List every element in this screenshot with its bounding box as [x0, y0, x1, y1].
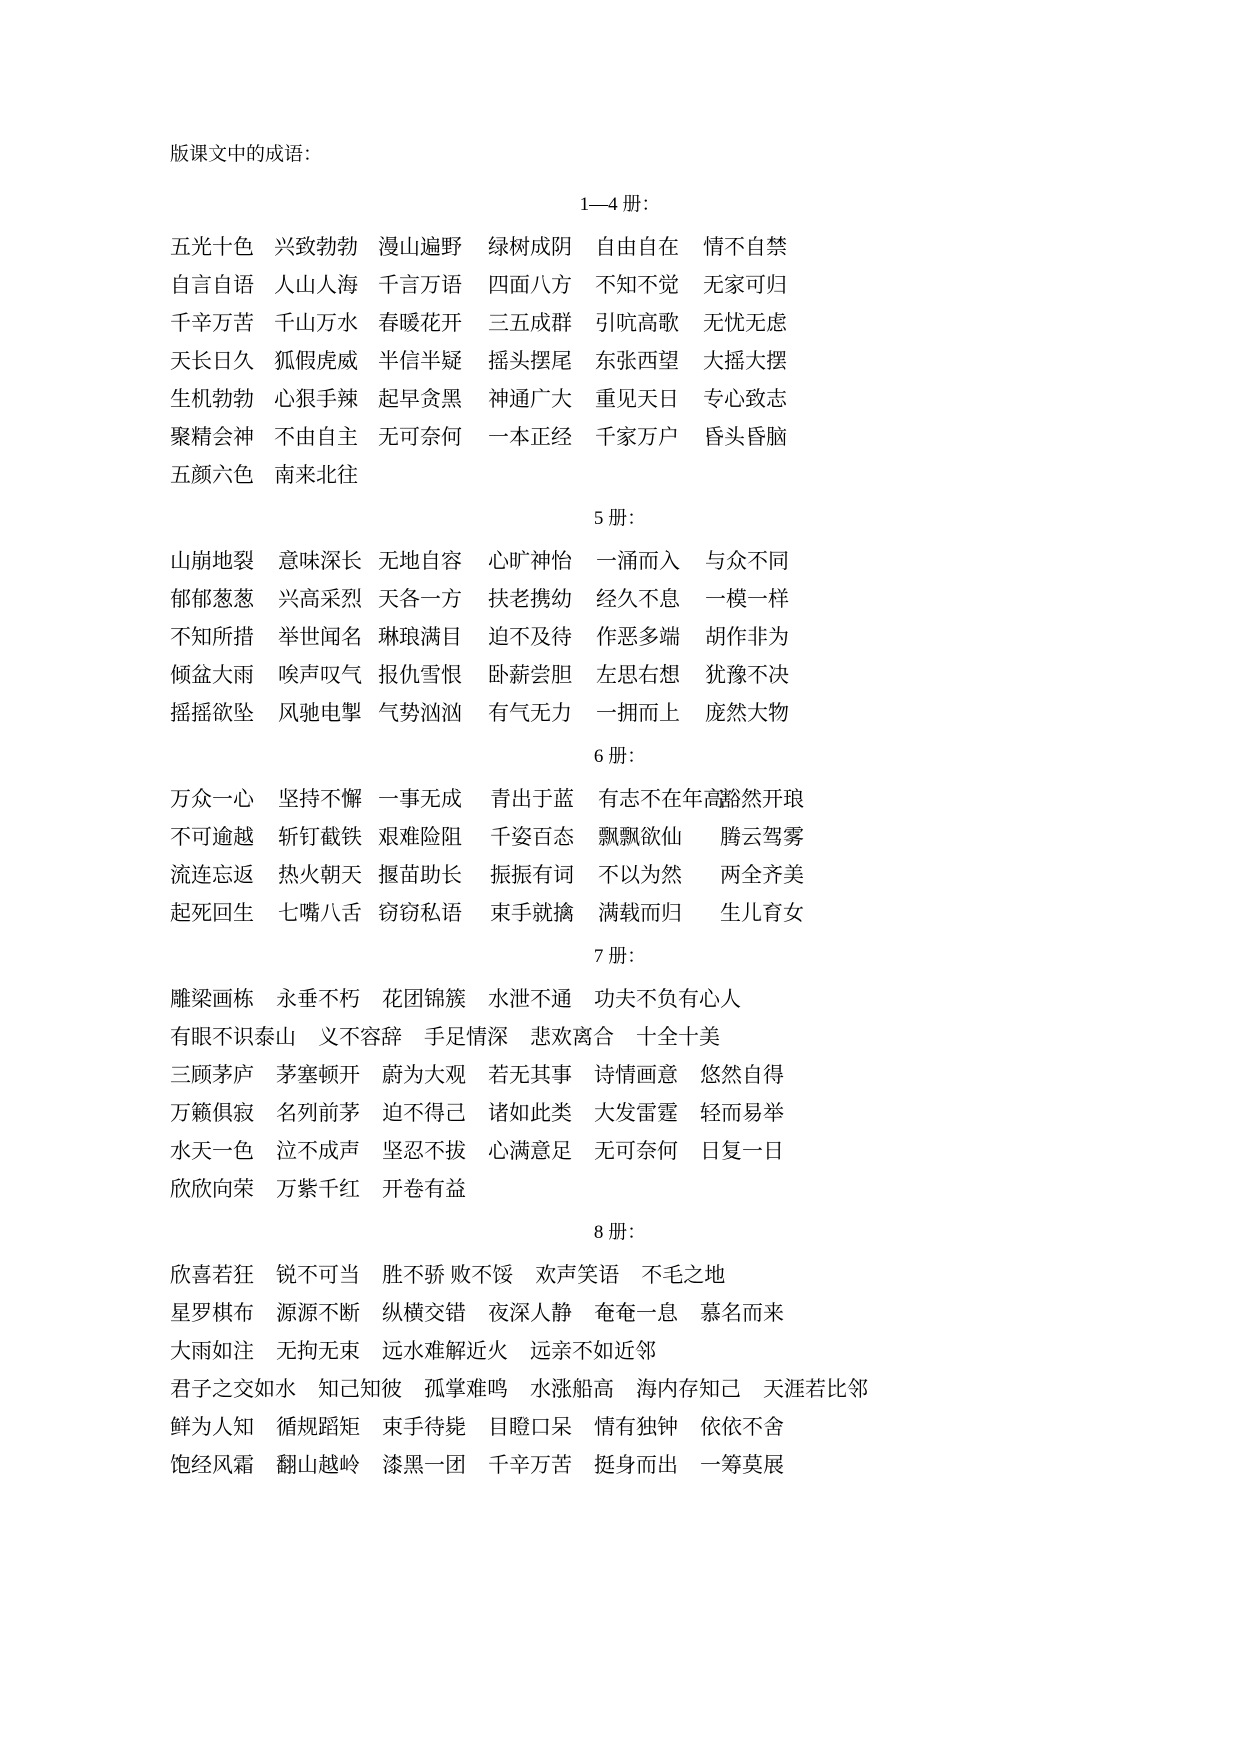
idiom-item: 情有独钟	[594, 1415, 678, 1439]
idiom-item: 左思右想	[596, 663, 680, 687]
idiom-item: 心旷神怡	[488, 549, 572, 573]
idiom-item: 三五成群	[488, 311, 572, 335]
idiom-item: 起死回生	[170, 901, 254, 925]
idiom-item: 狐假虎威	[274, 349, 358, 373]
idiom-section	[170, 942, 1070, 1208]
idiom-item: 重见天日	[595, 387, 679, 411]
idiom-item: 千山万水	[274, 311, 358, 335]
idiom-item: 孤掌难鸣	[424, 1377, 508, 1401]
idiom-item: 十全十美	[636, 1025, 720, 1049]
idiom-item: 茅塞顿开	[276, 1063, 360, 1087]
idiom-row	[170, 1170, 1070, 1208]
idiom-item: 迫不及待	[488, 625, 572, 649]
idiom-item: 青出于蓝	[490, 787, 574, 811]
idiom-item: 有志不在年高	[598, 787, 724, 811]
idiom-item: 不知不觉	[595, 273, 679, 297]
idiom-item: 与众不同	[705, 549, 789, 573]
idiom-item: 水天一色	[170, 1139, 254, 1163]
idiom-item: 束手就擒	[490, 901, 574, 925]
idiom-item: 五光十色	[170, 235, 254, 259]
idiom-item: 坚忍不拔	[382, 1139, 466, 1163]
idiom-item: 人山人海	[274, 273, 358, 297]
idiom-item: 水泄不通	[488, 987, 572, 1011]
idiom-item: 永垂不朽	[276, 987, 360, 1011]
idiom-item: 万籁俱寂	[170, 1101, 254, 1125]
idiom-item: 振振有词	[490, 863, 574, 887]
idiom-row	[170, 780, 1070, 818]
idiom-item: 星罗棋布	[170, 1301, 254, 1325]
idiom-row	[170, 694, 1070, 732]
idiom-item: 有气无力	[488, 701, 572, 725]
idiom-row	[170, 542, 1070, 580]
idiom-item: 欢声笑语	[535, 1263, 620, 1287]
idiom-row	[170, 304, 1070, 342]
sections-container	[170, 190, 1070, 1484]
idiom-item: 心狠手辣	[274, 387, 358, 411]
idiom-item: 一本正经	[488, 425, 572, 449]
idiom-item: 绿树成阴	[488, 235, 572, 259]
idiom-item: 流连忘返	[170, 863, 254, 887]
section-heading: 7 册：	[593, 946, 647, 967]
idiom-item: 知己知彼	[318, 1377, 402, 1401]
idiom-item: 轻而易举	[700, 1101, 784, 1125]
idiom-item: 手足情深	[424, 1025, 508, 1049]
idiom-item: 三顾茅庐	[170, 1063, 254, 1087]
idiom-item: 蔚为大观	[382, 1063, 466, 1087]
idiom-row	[170, 856, 1070, 894]
idiom-item: 一模一样	[705, 587, 789, 611]
idiom-row	[170, 1408, 1070, 1446]
idiom-item: 千姿百态	[490, 825, 574, 849]
idiom-item: 天涯若比邻	[763, 1377, 868, 1401]
idiom-item: 奄奄一息	[594, 1301, 678, 1325]
idiom-item: 万紫千红	[276, 1177, 360, 1201]
idiom-item: 一事无成	[378, 787, 462, 811]
idiom-item: 揠苗助长	[378, 863, 462, 887]
idiom-item: 南来北往	[274, 463, 358, 487]
idiom-item: 不可逾越	[170, 825, 254, 849]
idiom-item: 束手待毙	[382, 1415, 466, 1439]
idiom-row	[170, 456, 1070, 494]
idiom-item: 诸如此类	[488, 1101, 572, 1125]
idiom-row	[170, 818, 1070, 856]
idiom-item: 诗情画意	[594, 1063, 678, 1087]
idiom-section	[170, 742, 1070, 932]
idiom-item: 远水难解近火	[382, 1339, 508, 1363]
idiom-item: 大摇大摆	[703, 349, 787, 373]
idiom-item: 饱经风霜	[170, 1453, 254, 1477]
idiom-item: 君子之交如水	[170, 1377, 296, 1401]
idiom-item: 东张西望	[595, 349, 679, 373]
section-heading: 1—4 册：	[579, 194, 661, 215]
idiom-section	[170, 190, 1070, 494]
idiom-row	[170, 1256, 1070, 1294]
idiom-item: 斩钉截铁	[278, 825, 362, 849]
idiom-item: 翻山越岭	[276, 1453, 360, 1477]
idiom-item: 气势汹汹	[378, 701, 462, 725]
idiom-item: 花团锦簇	[382, 987, 466, 1011]
idiom-item: 聚精会神	[170, 425, 254, 449]
idiom-item: 欣欣向荣	[170, 1177, 254, 1201]
idiom-item: 千家万户	[595, 425, 679, 449]
idiom-item: 日复一日	[700, 1139, 784, 1163]
section-heading: 5 册：	[593, 508, 647, 529]
idiom-item: 泣不成声	[276, 1139, 360, 1163]
idiom-item: 海内存知己	[636, 1377, 741, 1401]
idiom-item: 依依不舍	[700, 1415, 784, 1439]
idiom-row	[170, 1056, 1070, 1094]
idiom-item: 五颜六色	[170, 463, 254, 487]
idiom-item: 卧薪尝胆	[488, 663, 572, 687]
idiom-item: 神通广大	[488, 387, 572, 411]
idiom-item: 兴致勃勃	[274, 235, 358, 259]
idiom-row	[170, 580, 1070, 618]
idiom-item: 半信半疑	[378, 349, 462, 373]
idiom-item: 心满意足	[488, 1139, 572, 1163]
idiom-item: 报仇雪恨	[378, 663, 462, 687]
idiom-item: 一涌而入	[596, 549, 680, 573]
section-heading: 8 册：	[593, 1222, 647, 1243]
idiom-item: 千辛万苦	[170, 311, 254, 335]
idiom-item: 扶老携幼	[488, 587, 572, 611]
idiom-item: 春暖花开	[378, 311, 462, 335]
idiom-item: 风驰电掣	[278, 701, 362, 725]
idiom-item: 摇头摆尾	[488, 349, 572, 373]
idiom-item: 七嘴八舌	[278, 901, 362, 925]
idiom-item: 天各一方	[378, 587, 462, 611]
idiom-row	[170, 1018, 1070, 1056]
idiom-item: 生机勃勃	[170, 387, 254, 411]
idiom-row	[170, 1370, 1070, 1408]
idiom-item: 不由自主	[274, 425, 358, 449]
idiom-item: 远亲不如近邻	[530, 1339, 656, 1363]
idiom-item: 满载而归	[598, 901, 682, 925]
idiom-item: 自言自语	[170, 273, 254, 297]
idiom-item: 迫不得己	[382, 1101, 466, 1125]
idiom-item: 夜深人静	[488, 1301, 572, 1325]
idiom-item: 名列前茅	[276, 1101, 360, 1125]
idiom-item: 坚持不懈	[278, 787, 362, 811]
idiom-item: 大雨如注	[170, 1339, 254, 1363]
idiom-row	[170, 1094, 1070, 1132]
idiom-item: 胡作非为	[705, 625, 789, 649]
idiom-row	[170, 1332, 1070, 1370]
idiom-item: 倾盆大雨	[170, 663, 254, 687]
idiom-item: 欣喜若狂	[170, 1263, 254, 1287]
idiom-item: 专心致志	[703, 387, 787, 411]
idiom-item: 昏头昏脑	[703, 425, 787, 449]
idiom-item: 不知所措	[170, 625, 254, 649]
idiom-item: 飘飘欲仙	[598, 825, 682, 849]
idiom-item: 无地自容	[378, 549, 462, 573]
idiom-item: 兴高采烈	[278, 587, 362, 611]
idiom-section	[170, 504, 1070, 732]
idiom-item: 意味深长	[278, 549, 362, 573]
idiom-item: 挺身而出	[594, 1453, 678, 1477]
idiom-item: 艰难险阻	[378, 825, 462, 849]
section-heading: 6 册：	[593, 746, 647, 767]
idiom-item: 大发雷霆	[594, 1101, 678, 1125]
idiom-item: 千辛万苦	[488, 1453, 572, 1477]
idiom-item: 作恶多端	[596, 625, 680, 649]
idiom-row	[170, 228, 1070, 266]
idiom-item: 两全齐美	[720, 863, 804, 887]
idiom-item: 悲欢离合	[530, 1025, 614, 1049]
idiom-row	[170, 342, 1070, 380]
idiom-item: 雕梁画栋	[170, 987, 254, 1011]
idiom-item: 水涨船高	[530, 1377, 614, 1401]
idiom-item: 循规蹈矩	[276, 1415, 360, 1439]
idiom-item: 无拘无束	[276, 1339, 360, 1363]
idiom-item: 经久不息	[596, 587, 680, 611]
idiom-item: 开卷有益	[382, 1177, 466, 1201]
idiom-item: 若无其事	[488, 1063, 572, 1087]
idiom-item: 天长日久	[170, 349, 254, 373]
idiom-row	[170, 1132, 1070, 1170]
idiom-item: 无家可归	[703, 273, 787, 297]
idiom-item: 锐不可当	[276, 1263, 360, 1287]
idiom-row	[170, 980, 1070, 1018]
idiom-item: 一筹莫展	[700, 1453, 784, 1477]
idiom-item: 窃窃私语	[378, 901, 462, 925]
idiom-item: 有眼不识泰山	[170, 1025, 296, 1049]
idiom-item: 源源不断	[276, 1301, 360, 1325]
idiom-item: 唉声叹气	[278, 663, 362, 687]
idiom-item: 庞然大物	[705, 701, 789, 725]
idiom-row	[170, 656, 1070, 694]
idiom-item: 功夫不负有心人	[594, 987, 741, 1011]
idiom-item: 热火朝天	[278, 863, 362, 887]
idiom-item: 鲜为人知	[170, 1415, 254, 1439]
idiom-item: 无忧无虑	[703, 311, 787, 335]
idiom-item: 义不容辞	[318, 1025, 402, 1049]
idiom-item: 漫山遍野	[378, 235, 462, 259]
idiom-item: 自由自在	[595, 235, 679, 259]
idiom-item: 四面八方	[488, 273, 572, 297]
idiom-item: 无可奈何	[594, 1139, 678, 1163]
idiom-item: 豁然开琅	[720, 787, 804, 811]
idiom-item: 举世闻名	[278, 625, 362, 649]
idiom-row	[170, 380, 1070, 418]
idiom-row	[170, 418, 1070, 456]
idiom-item: 不以为然	[598, 863, 682, 887]
idiom-item: 不毛之地	[641, 1263, 726, 1287]
idiom-row	[170, 1446, 1070, 1484]
idiom-item: 一拥而上	[596, 701, 680, 725]
idiom-item: 郁郁葱葱	[170, 587, 254, 611]
idiom-item: 漆黑一团	[382, 1453, 466, 1477]
idiom-row	[170, 1294, 1070, 1332]
idiom-item: 起早贪黑	[378, 387, 462, 411]
idiom-item: 慕名而来	[700, 1301, 784, 1325]
idiom-item: 山崩地裂	[170, 549, 254, 573]
idiom-row	[170, 266, 1070, 304]
idiom-item: 万众一心	[170, 787, 254, 811]
idiom-item: 犹豫不决	[705, 663, 789, 687]
idiom-item: 琳琅满目	[378, 625, 462, 649]
idiom-item: 情不自禁	[703, 235, 787, 259]
idiom-item: 生儿育女	[720, 901, 804, 925]
idiom-section	[170, 1218, 1070, 1484]
idiom-row	[170, 894, 1070, 932]
page-title: 版课文中的成语：	[170, 144, 323, 165]
idiom-item: 千言万语	[378, 273, 462, 297]
idiom-item: 纵横交错	[382, 1301, 466, 1325]
idiom-item: 胜不骄 败不馁	[382, 1263, 514, 1287]
idiom-item: 腾云驾雾	[720, 825, 804, 849]
idiom-item: 目瞪口呆	[488, 1415, 572, 1439]
idiom-item: 摇摇欲坠	[170, 701, 254, 725]
idiom-item: 悠然自得	[700, 1063, 784, 1087]
idiom-item: 无可奈何	[378, 425, 462, 449]
idiom-item: 引吭高歌	[595, 311, 679, 335]
idiom-row	[170, 618, 1070, 656]
